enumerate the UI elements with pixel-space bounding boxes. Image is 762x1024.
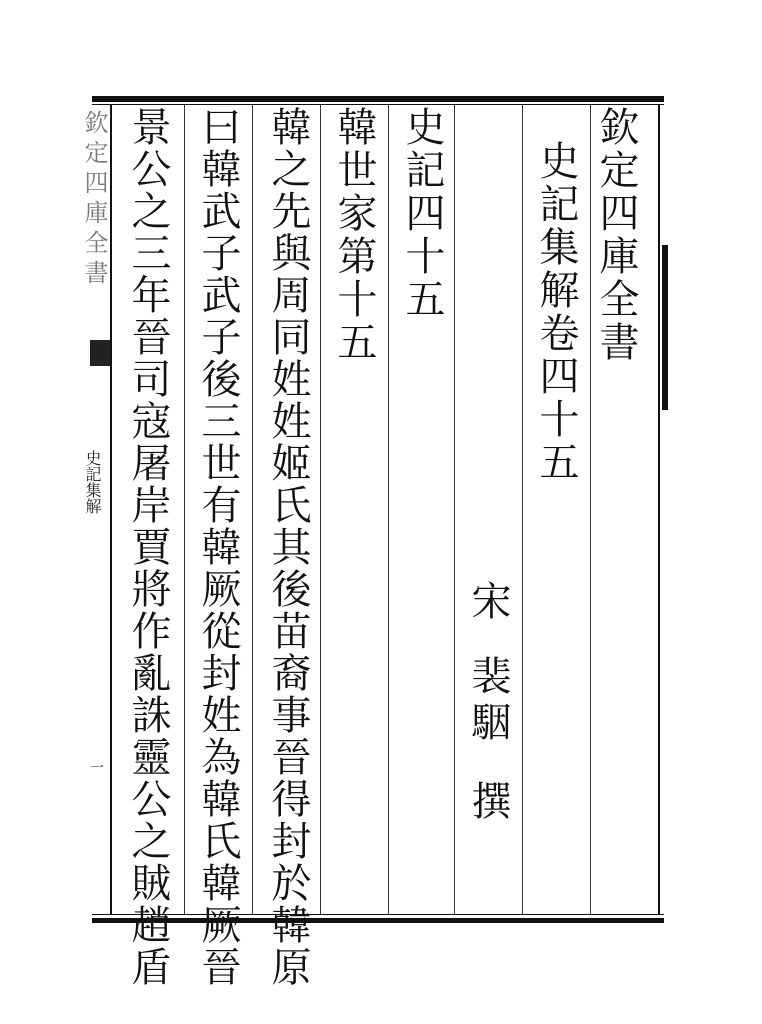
- chapter-source: 史記四十五: [399, 106, 445, 321]
- column-divider: [320, 104, 321, 914]
- body-text-line: 曰韓武子武子後三世有韓厥從封姓為韓氏韓厥晉: [195, 106, 241, 988]
- top-border-rule: [92, 96, 664, 102]
- gutter-bleed-text: 欽定四庫全書: [80, 110, 108, 290]
- top-inner-rule: [92, 104, 664, 105]
- body-text-line: 景公之三年晉司寇屠岸賈將作亂誅靈公之賊趙盾: [125, 106, 171, 988]
- right-border-rule: [658, 104, 660, 914]
- column-divider: [388, 104, 389, 914]
- body-text-line: 韓之先與周同姓姓姬氏其後苗裔事晉得封於韓原: [265, 106, 311, 988]
- column-divider: [252, 104, 253, 914]
- collection-title: 欽定四庫全書: [593, 106, 639, 364]
- column-divider: [590, 104, 591, 914]
- section-title: 韓世家第十五: [331, 106, 377, 364]
- bottom-inner-rule: [92, 914, 664, 915]
- column-divider: [454, 104, 455, 914]
- author-dynasty: 宋: [465, 580, 511, 623]
- bottom-border-rule: [92, 918, 664, 923]
- author-name: 裴駰: [465, 655, 511, 747]
- author-role: 撰: [465, 780, 511, 823]
- column-divider: [184, 104, 185, 914]
- gutter-black-mark: [90, 340, 110, 366]
- book-title: 史記集解卷四十五: [533, 140, 579, 484]
- margin-page-number: 一: [88, 760, 104, 774]
- edge-bookmark-strip: [662, 245, 668, 410]
- left-border-rule: [110, 104, 112, 914]
- margin-book-label: 史記集解: [83, 450, 102, 514]
- column-divider: [522, 104, 523, 914]
